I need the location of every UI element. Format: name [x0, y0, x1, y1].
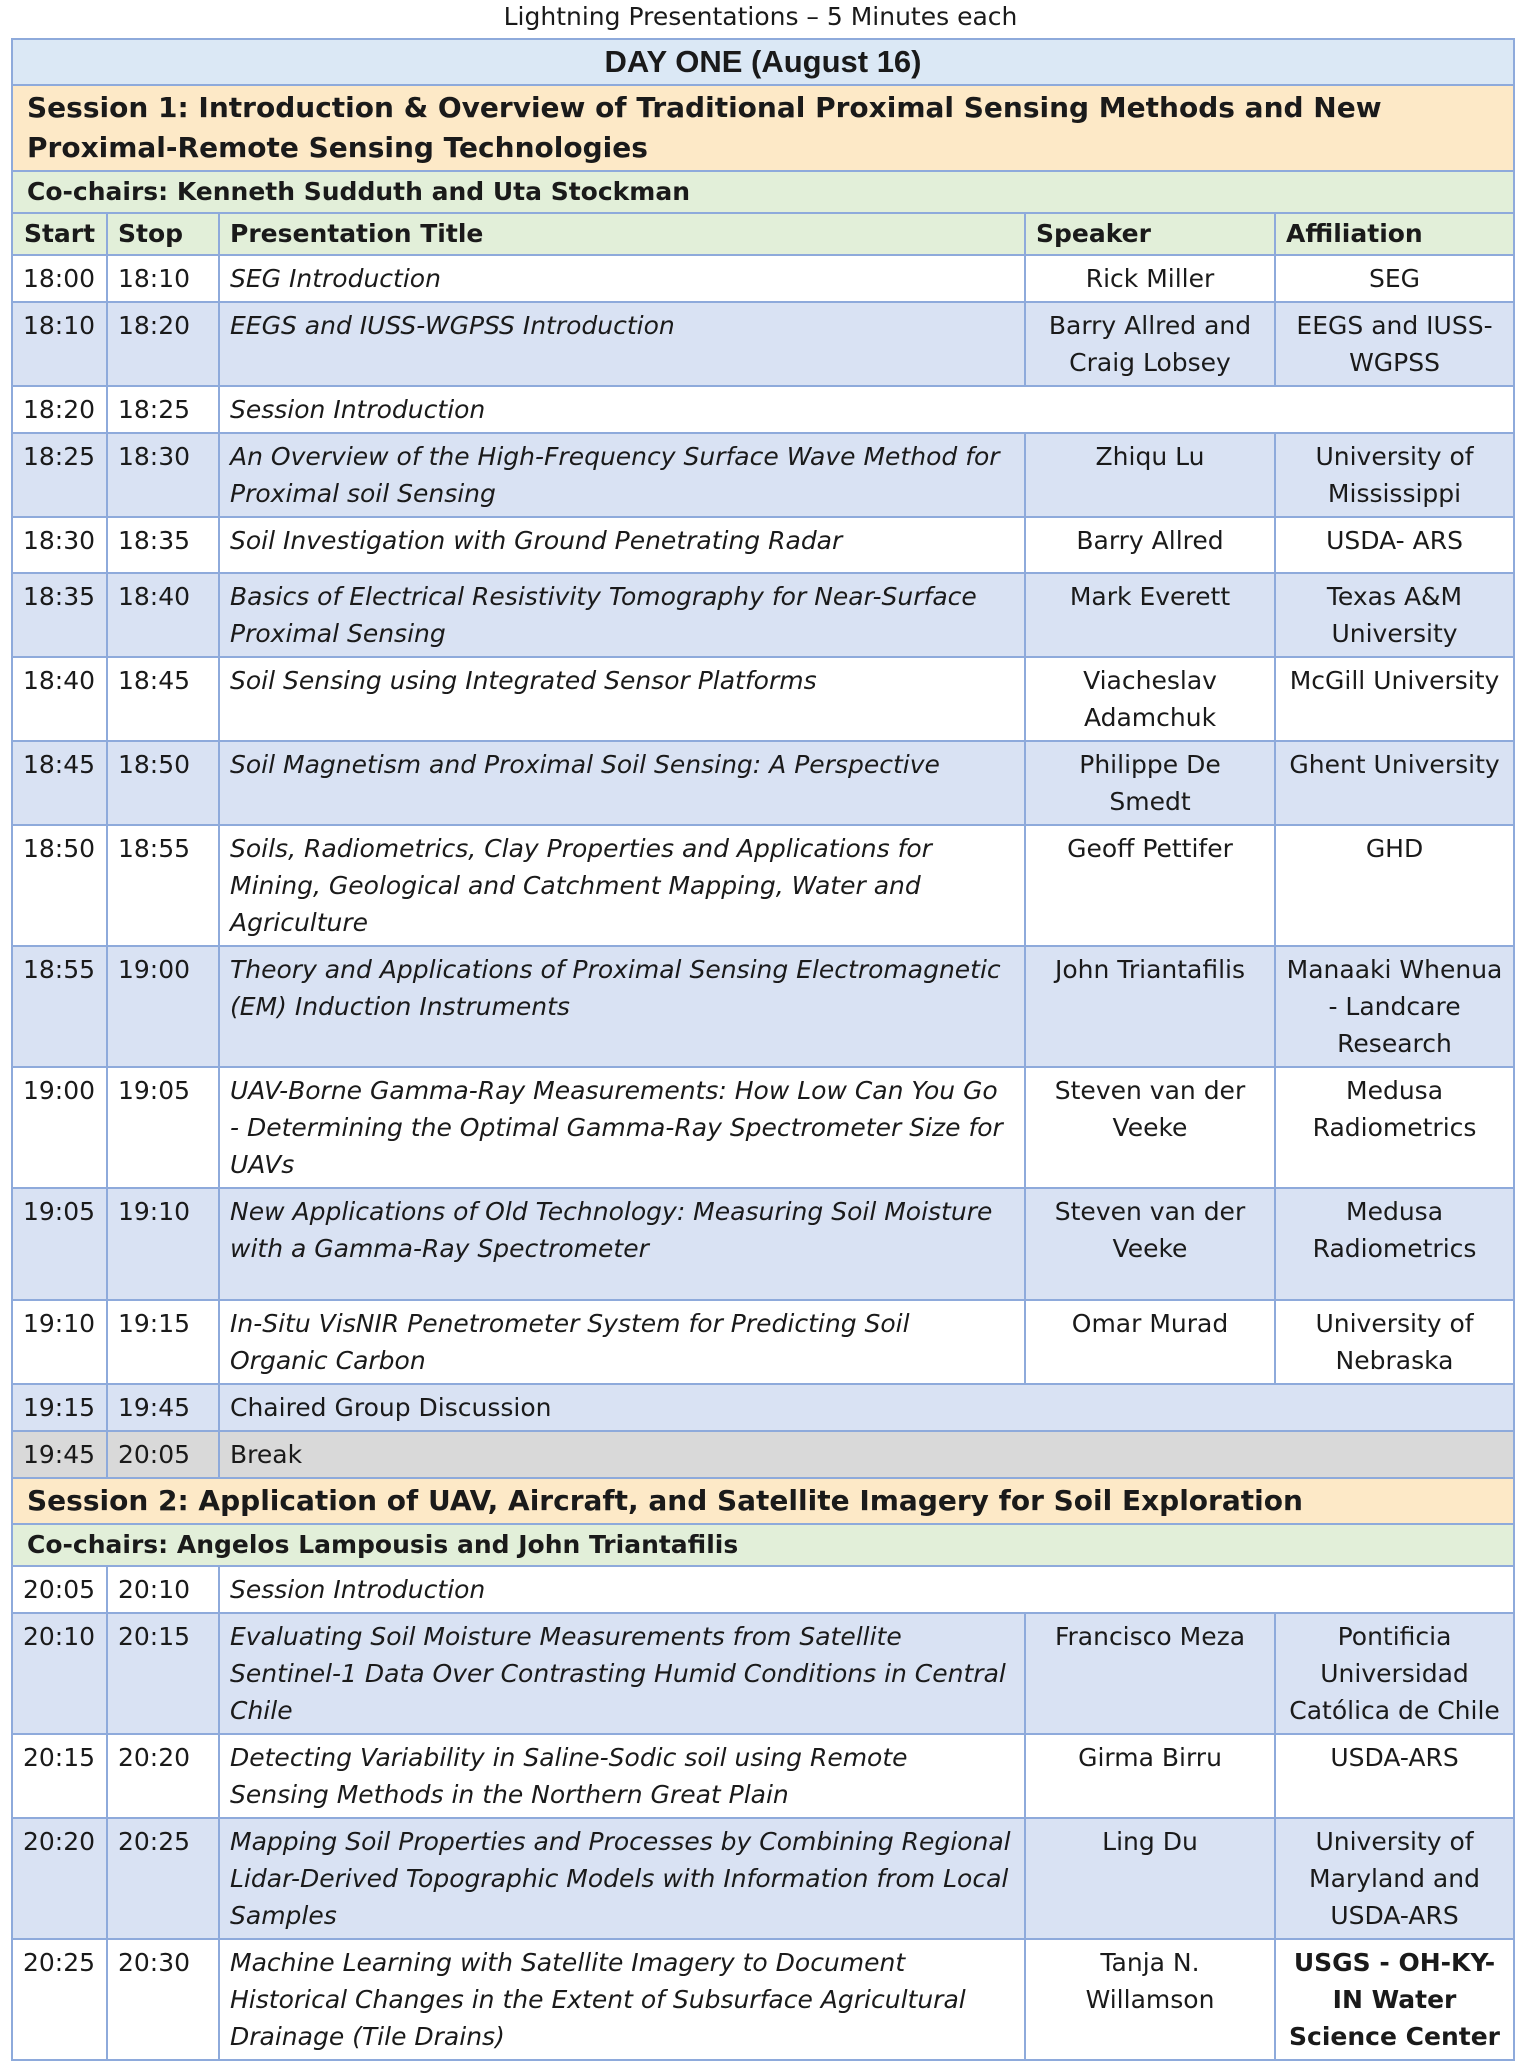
session-2-chairs: Co-chairs: Angelos Lampousis and John Triantafilis: [12, 1524, 1514, 1566]
affiliation: University of Mississippi: [1275, 433, 1514, 517]
speaker: Barry Allred: [1025, 517, 1275, 573]
speaker: Girma Birru: [1025, 1734, 1275, 1818]
presentation-title: UAV-Borne Gamma-Ray Measurements: How Low Can You Go - Determining the Optimal Gamma-Ray Spectrometer Size for UAVs: [219, 1067, 1025, 1188]
start-time: 19:15: [12, 1384, 107, 1431]
table-row: [12, 1067, 1514, 1188]
stop-time: 20:30: [107, 1939, 219, 2060]
affiliation: USGS - OH-KY-IN Water Science Center: [1275, 1939, 1514, 2060]
table-row: [12, 1613, 1514, 1734]
table-row: [12, 1939, 1514, 2060]
presentation-title: In-Situ VisNIR Penetrometer System for Predicting Soil Organic Carbon: [219, 1300, 1025, 1384]
table-row: [12, 946, 1514, 1067]
affiliation: University of Maryland and USDA-ARS: [1275, 1818, 1514, 1939]
start-time: 18:45: [12, 741, 107, 825]
stop-time: 18:35: [107, 517, 219, 573]
start-time: 18:30: [12, 517, 107, 573]
session-1-chairs: Co-chairs: Kenneth Sudduth and Uta Stockman: [12, 171, 1514, 213]
stop-time: 18:45: [107, 657, 219, 741]
co-chairs-row: [12, 1524, 1514, 1566]
session-header-row: [12, 1478, 1514, 1524]
speaker: Viacheslav Adamchuk: [1025, 657, 1275, 741]
affiliation: McGill University: [1275, 657, 1514, 741]
presentation-title: Chaired Group Discussion: [219, 1384, 1514, 1431]
table-row: [12, 433, 1514, 517]
speaker: Barry Allred and Craig Lobsey: [1025, 302, 1275, 386]
session-header-row: [12, 85, 1514, 171]
speaker: Philippe De Smedt: [1025, 741, 1275, 825]
column-header-affiliation: Affiliation: [1275, 213, 1514, 255]
table-row: [12, 1734, 1514, 1818]
presentation-title: Soils, Radiometrics, Clay Properties and Applications for Mining, Geological and Catchment Mapping, Water and Agriculture: [219, 825, 1025, 946]
page-heading: Lightning Presentations – 5 Minutes each: [503, 2, 1018, 31]
stop-time: 18:50: [107, 741, 219, 825]
stop-time: 20:20: [107, 1734, 219, 1818]
co-chairs-row: [12, 171, 1514, 213]
start-time: 18:40: [12, 657, 107, 741]
presentation-title: Soil Magnetism and Proximal Soil Sensing: A Perspective: [219, 741, 1025, 825]
table-row: [12, 657, 1514, 741]
speaker: Ling Du: [1025, 1818, 1275, 1939]
table-row: [12, 1300, 1514, 1384]
speaker: Zhiqu Lu: [1025, 433, 1275, 517]
affiliation: Ghent University: [1275, 741, 1514, 825]
presentation-title: Mapping Soil Properties and Processes by Combining Regional Lidar-Derived Topographic Models with Information from Local Samples: [219, 1818, 1025, 1939]
start-time: 20:25: [12, 1939, 107, 2060]
stop-time: 18:30: [107, 433, 219, 517]
table-row: [12, 302, 1514, 386]
stop-time: 19:00: [107, 946, 219, 1067]
start-time: 18:00: [12, 255, 107, 302]
stop-time: 19:05: [107, 1067, 219, 1188]
stop-time: 20:05: [107, 1431, 219, 1478]
presentation-title: Machine Learning with Satellite Imagery to Document Historical Changes in the Extent of Subsurface Agricultural Drainage (Tile Drains): [219, 1939, 1025, 2060]
presentation-title: Theory and Applications of Proximal Sensing Electromagnetic (EM) Induction Instruments: [219, 946, 1025, 1067]
table-row: [12, 517, 1514, 573]
column-header-speaker: Speaker: [1025, 213, 1275, 255]
affiliation: Pontificia Universidad Católica de Chile: [1275, 1613, 1514, 1734]
affiliation: Medusa Radiometrics: [1275, 1188, 1514, 1300]
presentation-title: Soil Investigation with Ground Penetrating Radar: [219, 517, 1025, 573]
start-time: 18:10: [12, 302, 107, 386]
table-row: [12, 1384, 1514, 1431]
start-time: 19:00: [12, 1067, 107, 1188]
speaker: Steven van der Veeke: [1025, 1067, 1275, 1188]
affiliation: USDA- ARS: [1275, 517, 1514, 573]
speaker: Francisco Meza: [1025, 1613, 1275, 1734]
stop-time: 18:10: [107, 255, 219, 302]
start-time: 19:10: [12, 1300, 107, 1384]
table-row: [12, 573, 1514, 657]
stop-time: 18:25: [107, 386, 219, 433]
session-2-title: Session 2: Application of UAV, Aircraft, and Satellite Imagery for Soil Exploration: [12, 1478, 1514, 1524]
presentation-title: Session Introduction: [219, 386, 1514, 433]
table-row: [12, 1818, 1514, 1939]
stop-time: 19:10: [107, 1188, 219, 1300]
column-header-stop: Stop: [107, 213, 219, 255]
speaker: Rick Miller: [1025, 255, 1275, 302]
table-row: [12, 1431, 1514, 1478]
speaker: John Triantafilis: [1025, 946, 1275, 1067]
session-1-title: Session 1: Introduction & Overview of Traditional Proximal Sensing Methods and New Proximal-Remote Sensing Technologies: [12, 85, 1514, 171]
table-row: [12, 386, 1514, 433]
start-time: 18:20: [12, 386, 107, 433]
start-time: 18:25: [12, 433, 107, 517]
speaker: Steven van der Veeke: [1025, 1188, 1275, 1300]
speaker: Geoff Pettifer: [1025, 825, 1275, 946]
stop-time: 19:45: [107, 1384, 219, 1431]
start-time: 20:20: [12, 1818, 107, 1939]
column-header-title: Presentation Title: [219, 213, 1025, 255]
affiliation: GHD: [1275, 825, 1514, 946]
presentation-title: Basics of Electrical Resistivity Tomography for Near-Surface Proximal Sensing: [219, 573, 1025, 657]
affiliation: Manaaki Whenua - Landcare Research: [1275, 946, 1514, 1067]
start-time: 19:05: [12, 1188, 107, 1300]
stop-time: 18:20: [107, 302, 219, 386]
start-time: 18:50: [12, 825, 107, 946]
presentation-title: Detecting Variability in Saline-Sodic soil using Remote Sensing Methods in the Northern Great Plain: [219, 1734, 1025, 1818]
affiliation: EEGS and IUSS-WGPSS: [1275, 302, 1514, 386]
table-row: [12, 741, 1514, 825]
presentation-title: Break: [219, 1431, 1514, 1478]
stop-time: 19:15: [107, 1300, 219, 1384]
presentation-title: SEG Introduction: [219, 255, 1025, 302]
day-title: DAY ONE (August 16): [12, 39, 1514, 85]
table-row: [12, 1188, 1514, 1300]
affiliation: Medusa Radiometrics: [1275, 1067, 1514, 1188]
speaker: Mark Everett: [1025, 573, 1275, 657]
stop-time: 20:15: [107, 1613, 219, 1734]
presentation-title: EEGS and IUSS-WGPSS Introduction: [219, 302, 1025, 386]
start-time: 19:45: [12, 1431, 107, 1478]
stop-time: 20:10: [107, 1566, 219, 1613]
presentation-title: Soil Sensing using Integrated Sensor Platforms: [219, 657, 1025, 741]
affiliation: Texas A&M University: [1275, 573, 1514, 657]
presentation-title: New Applications of Old Technology: Measuring Soil Moisture with a Gamma-Ray Spectrometer: [219, 1188, 1025, 1300]
column-header-start: Start: [12, 213, 107, 255]
affiliation: USDA-ARS: [1275, 1734, 1514, 1818]
schedule-table: [11, 38, 1515, 2061]
stop-time: 18:40: [107, 573, 219, 657]
affiliation: SEG: [1275, 255, 1514, 302]
table-row: [12, 1566, 1514, 1613]
start-time: 18:55: [12, 946, 107, 1067]
speaker: Tanja N. Willamson: [1025, 1939, 1275, 2060]
presentation-title: Session Introduction: [219, 1566, 1514, 1613]
table-row: [12, 825, 1514, 946]
table-row: [12, 255, 1514, 302]
affiliation: University of Nebraska: [1275, 1300, 1514, 1384]
start-time: 18:35: [12, 573, 107, 657]
start-time: 20:10: [12, 1613, 107, 1734]
speaker: Omar Murad: [1025, 1300, 1275, 1384]
column-header-row: [12, 213, 1514, 255]
start-time: 20:15: [12, 1734, 107, 1818]
presentation-title: An Overview of the High-Frequency Surface Wave Method for Proximal soil Sensing: [219, 433, 1025, 517]
presentation-title: Evaluating Soil Moisture Measurements from Satellite Sentinel-1 Data Over Contrasting Humid Conditions in Central Chile: [219, 1613, 1025, 1734]
stop-time: 18:55: [107, 825, 219, 946]
start-time: 20:05: [12, 1566, 107, 1613]
day-title-row: [12, 39, 1514, 85]
stop-time: 20:25: [107, 1818, 219, 1939]
